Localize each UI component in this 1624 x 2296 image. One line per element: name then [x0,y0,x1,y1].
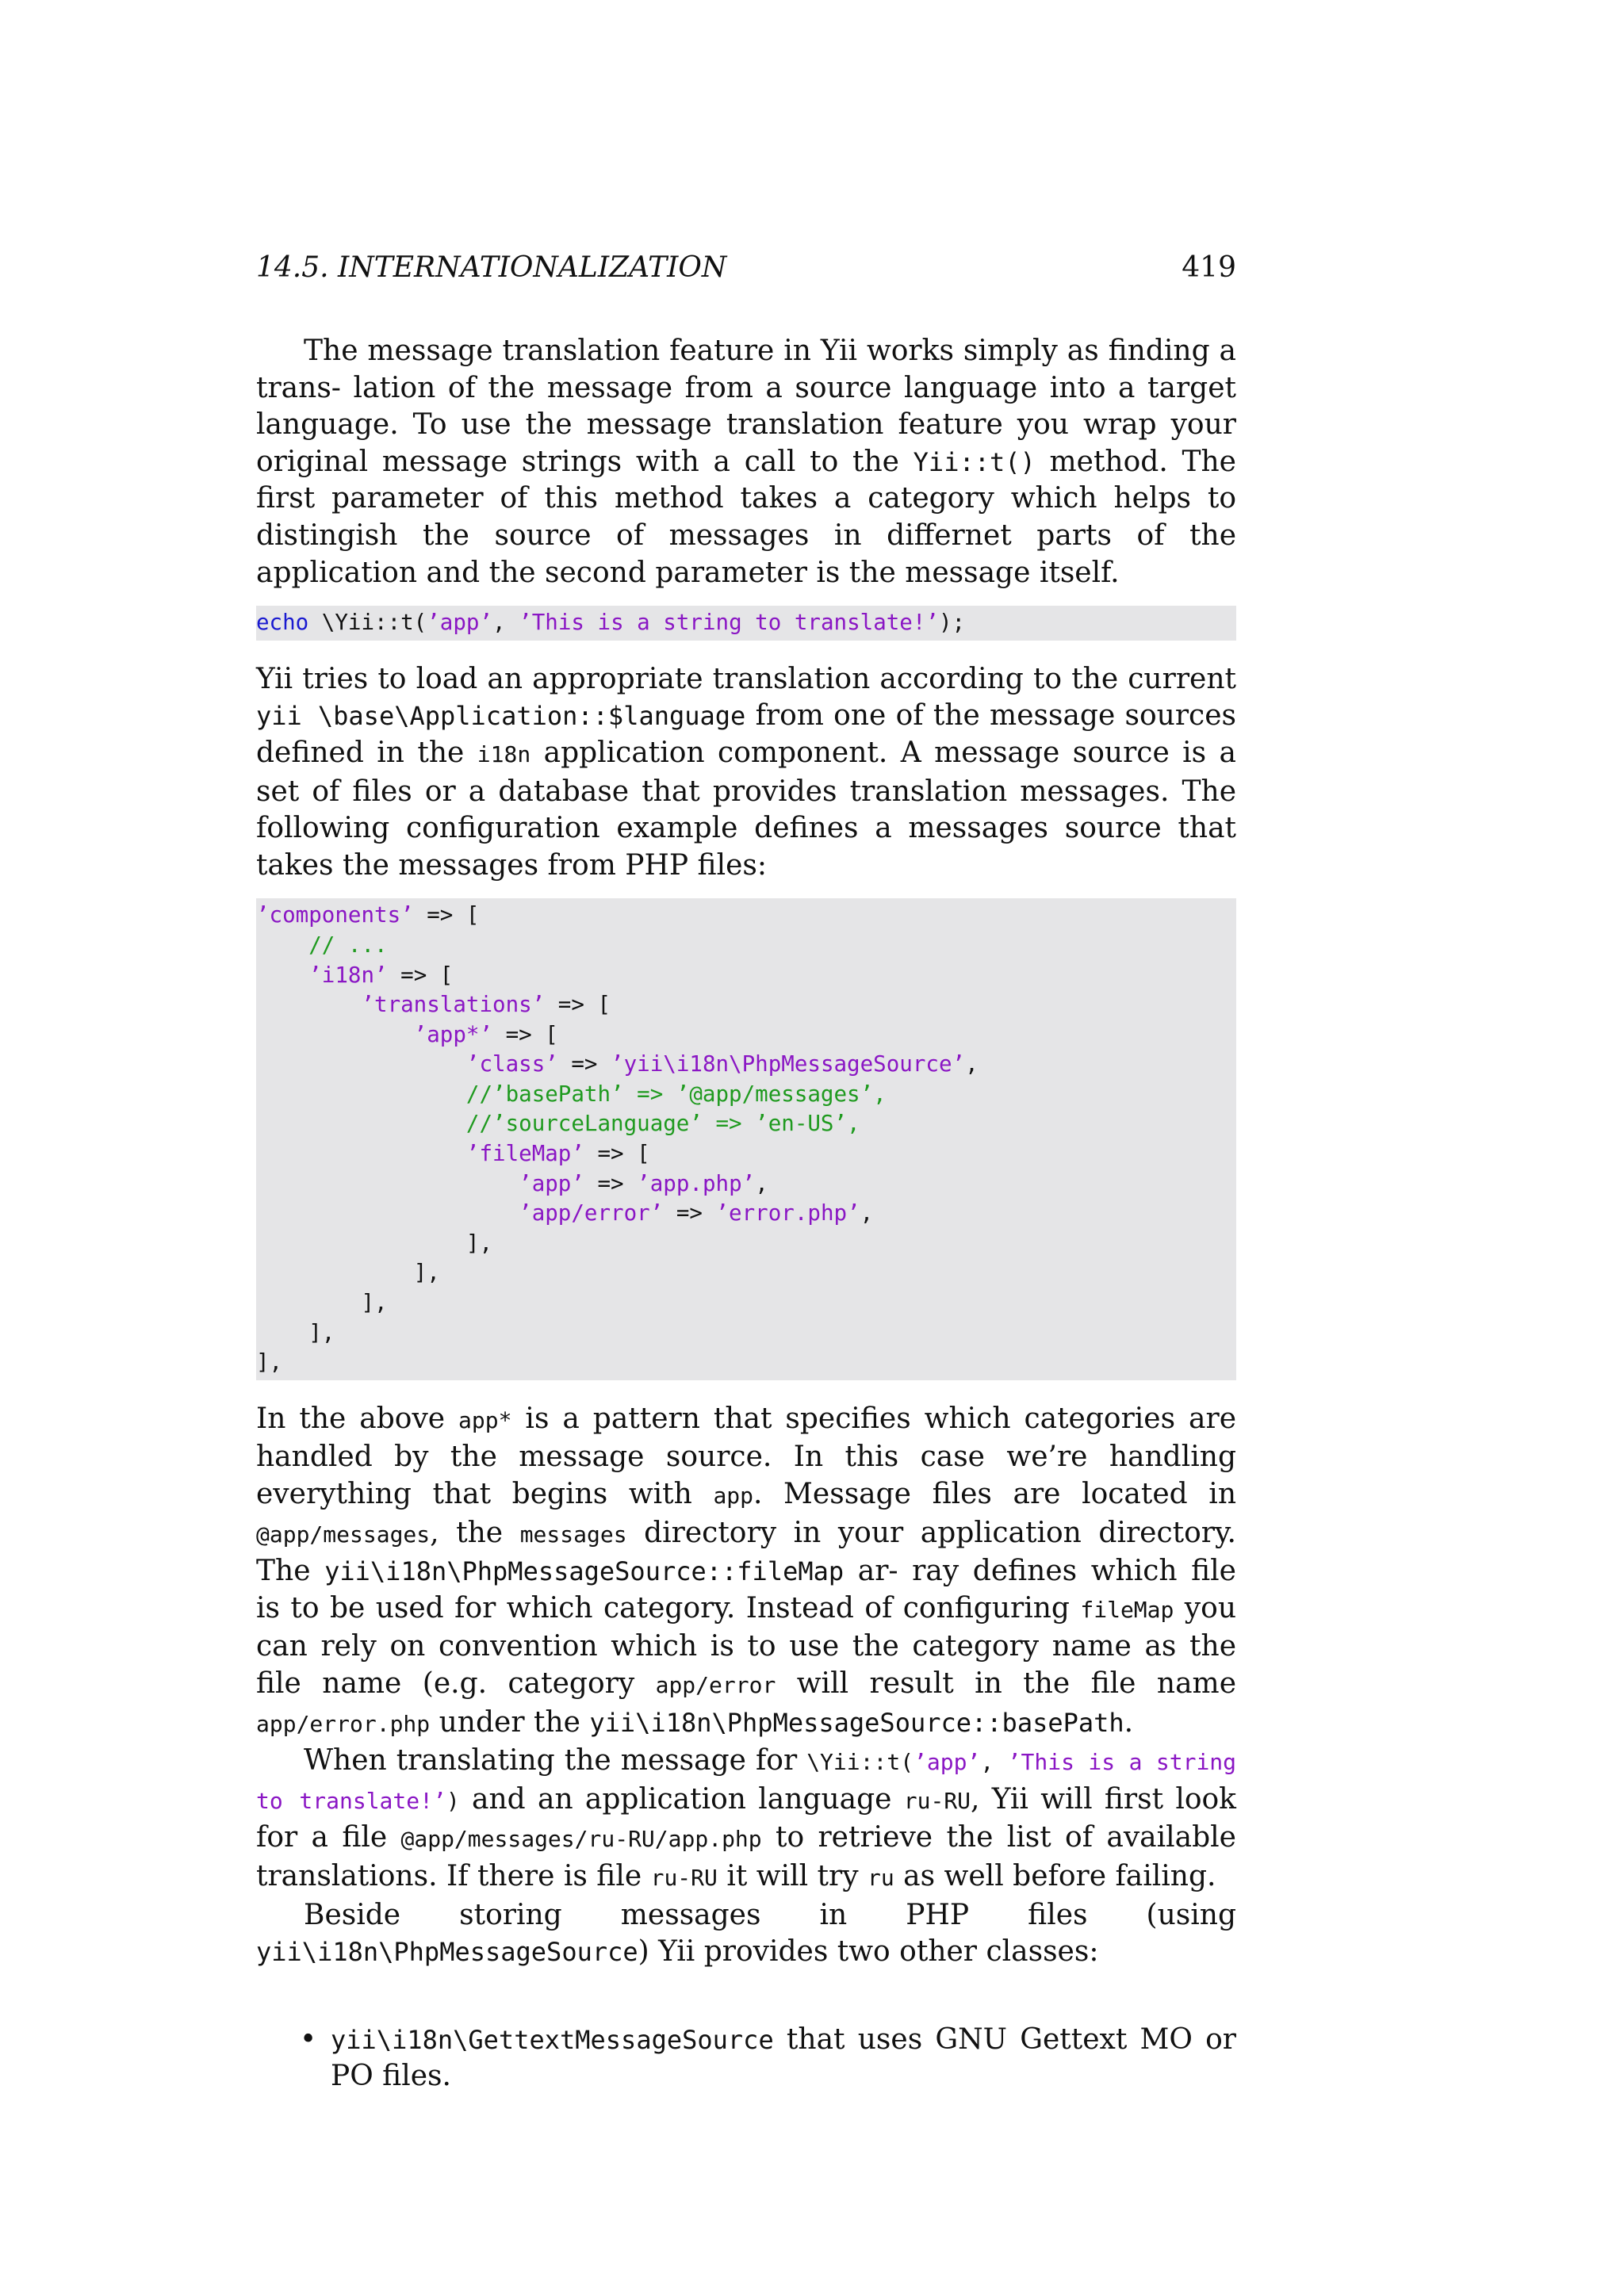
section-title: 14.5. INTERNATIONALIZATION [256,251,727,284]
code-comment: // ... [256,932,388,958]
code-plain: , [755,1170,768,1196]
text: ar- ray defines which file is to be used for which category. Instead of configuring [256,1555,1236,1624]
code-plain: ], [413,1260,440,1286]
code-example-config [256,898,1236,1380]
text: you can rely on convention which is to use the category name as the file name (e.g. category [256,1591,1236,1700]
code-string: ’components’ [256,902,414,928]
code-plain: ], [465,1230,493,1256]
code-plain: => [ [413,902,480,928]
inline-code: ru-RU [903,1787,971,1814]
inline-code: i18n [477,740,531,767]
text: The message translation feature in Yii works simply as finding a trans- lation of the message from a source language into a target language. To use the message translation feature you wrap your original message strings with a call to the [256,335,1236,478]
code-plain: ], [256,1349,283,1376]
text: to retrieve the list of available translations. If there is file [256,1821,1236,1892]
code-plain: ], [308,1319,335,1345]
code-string: ’app’ [519,1170,584,1196]
inline-code: app [713,1483,754,1509]
text: directory in your application directory. The [256,1516,1237,1588]
text: In the above [256,1402,459,1435]
text: . [1124,1705,1134,1739]
text: that uses GNU Gettext MO or PO files. [331,2022,1236,2093]
inline-code: messages [519,1521,627,1548]
running-header [256,251,1236,284]
text: , the [430,1516,520,1549]
paragraph-pattern [256,1401,1236,1743]
text: method. The first parameter of this method takes a category which helps to distingish the source of messages in differnet parts of the application and the second parameter is the message itself. [256,445,1236,589]
inline-code-string: ’This is a string to translate!’ [256,1749,1237,1814]
paragraph-translating [256,1743,1236,1896]
code-plain: => [ [584,1141,650,1167]
code-plain: => [ [545,992,611,1018]
code-plain: , [492,610,519,636]
inline-code: @app/messages [256,1521,431,1548]
inline-code: yii\i18n\GettextMessageSource [331,2024,774,2055]
code-keyword: echo [256,610,309,636]
code-string: ’app’ [427,610,493,636]
code-string: ’This is a string to translate!’ [519,610,939,636]
code-plain: => [584,1170,638,1196]
code-string: ’class’ [465,1051,558,1077]
code-string: ’error.php’ [715,1200,860,1226]
inline-code: \Yii::t( [806,1749,914,1776]
text: and an application language [459,1782,904,1816]
inline-code-string: ’app’ [914,1749,981,1776]
paragraph-language [256,661,1236,885]
bullet-icon: • [300,2022,317,2056]
code-plain: => [557,1051,611,1077]
page-number: 419 [1182,251,1236,284]
code-example-echo [256,606,1236,641]
text: , Yii will first look for a file [256,1782,1236,1854]
text: Beside storing messages in PHP files (using [304,1898,1236,1931]
code-string: ’yii\i18n\PhpMessageSource’ [611,1051,966,1077]
inline-code: yii\i18n\PhpMessageSource [256,1937,638,1968]
code-plain: => [663,1200,716,1226]
code-plain: \Yii::t( [308,610,427,636]
inline-code: ru [868,1864,894,1891]
inline-code: app/error.php [256,1710,431,1737]
text: will result in the file name [776,1667,1236,1700]
code-plain: ], [361,1290,388,1316]
code-string: ’app/error’ [519,1200,664,1226]
inline-code: fileMap [1080,1596,1174,1623]
code-comment: //’sourceLanguage’ => ’en-US’, [465,1111,860,1137]
text: ) Yii provides two other classes: [638,1935,1099,1969]
code-plain: => [ [387,962,454,988]
code-plain: ); [938,610,966,636]
text: Yii tries to load an appropriate translation according to the current [256,662,1236,695]
list-item [256,2022,1236,2095]
inline-code: app/error [655,1671,776,1698]
text: from one of the message sources defined in the [256,699,1236,769]
code-plain: => [ [492,1021,558,1047]
document-page [256,251,1237,2095]
inline-code: , [980,1749,1008,1776]
inline-code: yii\i18n\PhpMessageSource::basePath [589,1707,1124,1738]
bullet-list [256,2022,1236,2095]
code-string: ’app.php’ [637,1170,756,1196]
paragraph-other-classes [256,1897,1236,1971]
code-comment: //’basePath’ => ’@app/messages’, [465,1081,887,1107]
inline-code: Yii::t() [913,446,1036,477]
text: When translating the message for [304,1744,807,1777]
paragraph-intro [256,333,1236,591]
code-string: ’i18n’ [308,962,388,988]
text: . Message files are located in [753,1478,1237,1510]
inline-code: ru-RU [650,1864,718,1891]
inline-code: @app/messages/ru-RU/app.php [400,1826,762,1853]
inline-code: app* [458,1406,512,1433]
text: is a pattern that specifies which categories are handled by the message source. In this case we’re handling everything that begins with [256,1402,1236,1510]
text: under the [430,1705,590,1739]
code-string: ’translations’ [361,992,546,1018]
code-plain: , [965,1051,979,1077]
code-string: ’fileMap’ [465,1141,584,1167]
inline-code: yii \base\Application::$language [256,701,746,732]
inline-code: yii\i18n\PhpMessageSource::fileMap [324,1556,845,1587]
text: as well before failing. [894,1859,1216,1892]
text: application component. A message source is a set of files or a database that provides translation messages. The following configuration example defines a messages source that takes the messages from PHP files: [256,736,1236,882]
inline-code: ) [446,1787,460,1814]
code-plain: , [860,1200,874,1226]
code-string: ’app*’ [413,1021,493,1047]
text: it will try [717,1859,868,1892]
